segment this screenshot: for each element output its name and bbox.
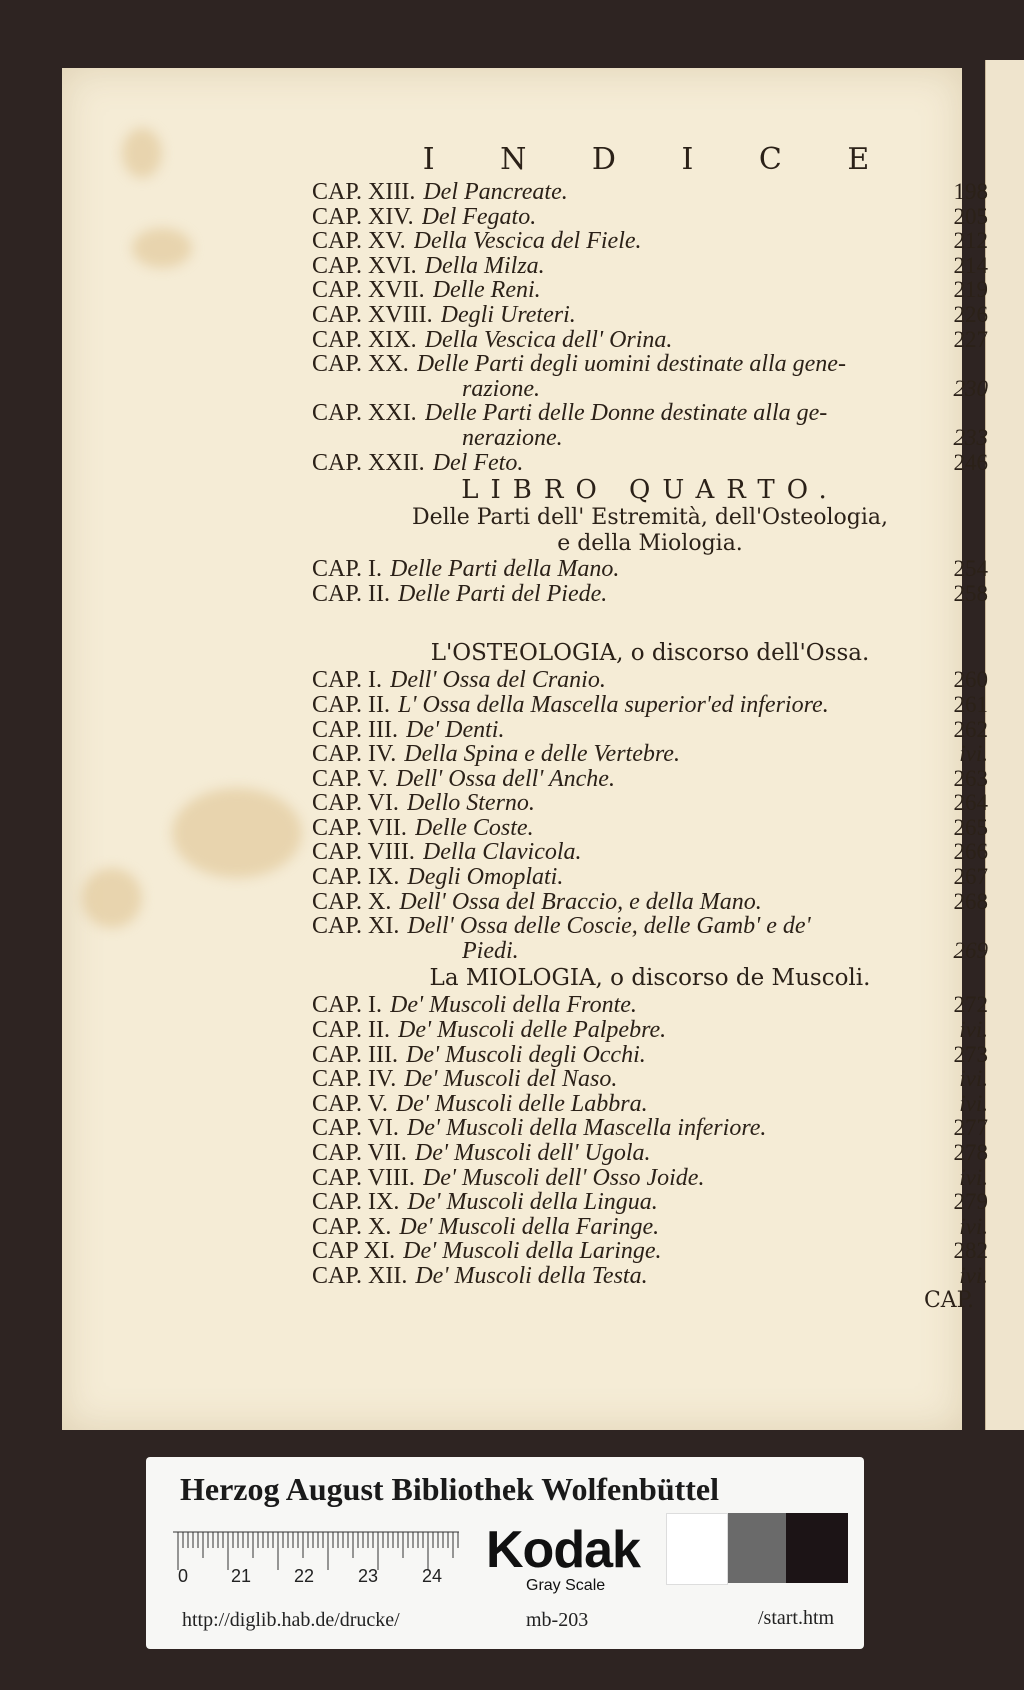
chapter-number: CAP. IV. xyxy=(312,1066,397,1093)
toc-entry xyxy=(312,1166,988,1191)
chapter-number: CAP. III. xyxy=(312,716,399,743)
library-color-card xyxy=(146,1457,864,1649)
page-number: ivi. xyxy=(959,1164,988,1190)
toc-entry xyxy=(312,1264,988,1289)
chapter-title: Delle Reni. xyxy=(432,278,541,303)
chapter-number: CAP. VII. xyxy=(312,1140,407,1166)
chapter-title: Delle Parti della Mano. xyxy=(390,557,620,582)
page-number: 214 xyxy=(953,252,988,278)
chapter-number: CAP. XV. xyxy=(312,228,406,255)
chapter-number: CAP. X. xyxy=(312,1213,392,1240)
chapter-title: De' Denti. xyxy=(406,717,505,743)
chapter-title: De' Muscoli della Faringe. xyxy=(399,1214,660,1240)
chapter-number: CAP. XVIII. xyxy=(312,301,433,328)
library-url: http://diglib.hab.de/drucke/ xyxy=(182,1609,400,1631)
toc-entry xyxy=(312,278,988,303)
toc-entry xyxy=(312,693,988,718)
toc-entry xyxy=(312,993,988,1018)
chapter-title: De' Muscoli delle Labbra. xyxy=(395,1091,648,1117)
chapter-title: Delle Parti del Piede. xyxy=(398,581,608,607)
chapter-title: Delle Coste. xyxy=(414,815,534,841)
toc-entry: CAP. XXI. Delle Parti delle Donne destinate alla ge- xyxy=(312,400,828,427)
chapter-number: CAP. II. xyxy=(312,580,391,607)
libro-subheading: e della Miologia. xyxy=(557,531,743,557)
chapter-number: CAP XI. xyxy=(312,1238,396,1265)
chapter-number: CAP. IX. xyxy=(312,864,400,891)
ruler-label: 0 xyxy=(178,1566,189,1586)
toc-entry xyxy=(312,1043,988,1068)
chapter-number: CAP. VIII. xyxy=(312,839,415,866)
toc-entry xyxy=(312,791,988,816)
chapter-number: CAP. II. xyxy=(312,691,391,718)
chapter-number: CAP. VII. xyxy=(312,814,407,841)
toc-entry xyxy=(312,1239,988,1264)
chapter-title: L' Ossa della Mascella superior'ed inferiore. xyxy=(398,692,829,718)
ruler-label: 21 xyxy=(231,1566,252,1586)
toc-entry xyxy=(312,254,988,279)
miologia-heading: La MIOLOGIA, o discorso de Muscoli. xyxy=(429,965,871,992)
chapter-title: Dell' Ossa del Braccio, e della Mano. xyxy=(399,889,762,915)
ruler-scale xyxy=(173,1530,459,1588)
page-number: 262 xyxy=(953,716,988,742)
entries-libro xyxy=(312,557,988,606)
page-number: 219 xyxy=(953,277,988,303)
toc-entry xyxy=(312,767,988,792)
page-number: 277 xyxy=(953,1115,988,1141)
toc-entry xyxy=(312,816,988,841)
chapter-title: De' Muscoli della Mascella inferiore. xyxy=(406,1116,767,1141)
chapter-number: CAP. I. xyxy=(312,667,383,694)
osteologia-heading: L'OSTEOLOGIA, o discorso dell'Ossa. xyxy=(430,640,870,667)
toc-entry xyxy=(312,1190,988,1215)
page-number: 198 xyxy=(953,179,988,204)
page-number: 266 xyxy=(953,839,988,865)
entries-miologia xyxy=(312,993,988,1288)
page-number: 282 xyxy=(953,1238,988,1264)
entries-part1 xyxy=(312,180,988,352)
page-number: 258 xyxy=(953,580,988,606)
toc-entry xyxy=(312,1018,988,1043)
page-number: ivi. xyxy=(959,1090,988,1116)
toc-entry-continuation: razione. 230 xyxy=(462,375,988,402)
shelf-code: mb-203 xyxy=(526,1609,589,1631)
start-path: /start.htm xyxy=(758,1607,835,1629)
chapter-title: Della Clavicola. xyxy=(422,840,582,866)
page-number: ivi. xyxy=(959,741,988,767)
page-number: 261 xyxy=(953,691,988,717)
chapter-number: CAP. VIII. xyxy=(312,1164,415,1191)
chapter-title: Della Vescica dell' Orina. xyxy=(424,327,673,353)
chapter-title: De' Muscoli della Laringe. xyxy=(403,1239,662,1264)
chapter-title: Dell' Ossa del Cranio. xyxy=(390,668,606,693)
toc-entry xyxy=(312,668,988,693)
page-title: I N D I C E xyxy=(422,142,898,177)
chapter-number: CAP. X. xyxy=(312,888,392,915)
toc-entry xyxy=(312,840,988,865)
page-number: ivi. xyxy=(959,1262,988,1288)
libro-subheading: Delle Parti dell' Estremità, dell'Osteologia, xyxy=(411,505,888,531)
chapter-number: CAP. VI. xyxy=(312,790,399,817)
catchword: CAP. xyxy=(923,1287,974,1313)
toc-entry xyxy=(312,303,988,328)
toc-entry xyxy=(312,1116,988,1141)
page-number: 278 xyxy=(953,1140,988,1165)
toc-entry xyxy=(312,1215,988,1240)
page-number: 273 xyxy=(953,1041,988,1067)
toc-entry xyxy=(312,205,988,230)
library-name: Herzog August Bibliothek Wolfenbüttel xyxy=(180,1471,720,1507)
chapter-title: Della Spina e delle Vertebre. xyxy=(404,742,680,767)
chapter-number: CAP. V. xyxy=(312,765,388,792)
page-number: 227 xyxy=(953,326,988,352)
chapter-title: De' Muscoli del Naso. xyxy=(404,1067,618,1092)
page-number: 205 xyxy=(953,203,988,229)
toc-entry xyxy=(312,1141,988,1166)
chapter-number: CAP. XII. xyxy=(312,1262,408,1289)
toc-entry xyxy=(312,328,988,353)
chapter-title: Del Pancreate. xyxy=(423,180,568,205)
page-number: 272 xyxy=(953,992,988,1018)
chapter-number: CAP. I. xyxy=(312,992,383,1019)
toc-entry: CAP. XI. Dell' Ossa delle Coscie, delle Gamb' e de' xyxy=(312,913,811,940)
toc-entry xyxy=(312,180,988,205)
chapter-title: Della Vescica del Fiele. xyxy=(413,229,642,254)
page-number: ivi. xyxy=(959,1213,988,1239)
toc-entry: CAP. XXII. Del Feto. 246 xyxy=(312,449,988,476)
chapter-number: CAP. III. xyxy=(312,1041,399,1068)
page-number: 212 xyxy=(953,228,988,254)
page-number: 279 xyxy=(953,1189,988,1215)
gray-patch-mid xyxy=(728,1513,786,1583)
chapter-title: De' Muscoli dell' Ugola. xyxy=(414,1141,651,1166)
toc-entry-continuation: Piedi. 269 xyxy=(462,937,988,964)
toc-entry xyxy=(312,557,988,582)
page-number: 267 xyxy=(953,864,988,890)
toc-entry: CAP. XX. Delle Parti degli uomini destinate alla gene- xyxy=(312,351,846,378)
toc-entry xyxy=(312,1092,988,1117)
page-number: ivi. xyxy=(959,1066,988,1092)
chapter-title: Del Fegato. xyxy=(421,204,537,230)
chapter-title: De' Muscoli della Lingua. xyxy=(407,1190,658,1215)
gray-scale-label: Gray Scale xyxy=(526,1577,606,1594)
chapter-title: De' Muscoli delle Palpebre. xyxy=(398,1018,667,1043)
chapter-number: CAP. VI. xyxy=(312,1115,399,1142)
toc-entry xyxy=(312,718,988,743)
adjacent-page-edge xyxy=(985,60,1024,1430)
chapter-number: CAP. XIX. xyxy=(312,326,417,353)
chapter-number: CAP. XIII. xyxy=(312,179,416,205)
page-number: ivi. xyxy=(959,1017,988,1043)
chapter-title: Dell' Ossa dell' Anche. xyxy=(395,766,615,792)
chapter-title: De' Muscoli dell' Osso Joide. xyxy=(422,1165,705,1191)
page-number: 268 xyxy=(953,888,988,914)
entries-osteologia xyxy=(312,668,988,914)
toc-entry xyxy=(312,1067,988,1092)
chapter-title: De' Muscoli della Fronte. xyxy=(390,993,637,1019)
chapter-title: De' Muscoli degli Occhi. xyxy=(406,1042,646,1068)
toc-entry xyxy=(312,890,988,915)
page-number: 226 xyxy=(953,301,988,327)
chapter-title: Degli Omoplati. xyxy=(407,865,564,890)
ruler-label: 22 xyxy=(294,1566,315,1586)
toc-entry xyxy=(312,229,988,254)
chapter-number: CAP. V. xyxy=(312,1090,388,1117)
chapter-title: Della Milza. xyxy=(424,253,545,279)
page-number: 254 xyxy=(953,556,988,582)
gray-patch-light xyxy=(666,1513,728,1585)
ruler-label: 24 xyxy=(422,1566,443,1586)
chapter-number: CAP. XIV. xyxy=(312,203,414,230)
toc-entry xyxy=(312,742,988,767)
page-number: 264 xyxy=(953,790,988,816)
chapter-title: Degli Ureteri. xyxy=(440,302,576,328)
page-number: 265 xyxy=(953,814,988,840)
kodak-logo: Kodak xyxy=(486,1521,640,1579)
page-number: 260 xyxy=(953,667,988,693)
chapter-number: CAP. IV. xyxy=(312,741,397,768)
chapter-title: De' Muscoli della Testa. xyxy=(415,1263,648,1289)
toc-entry xyxy=(312,582,988,607)
page-number: 263 xyxy=(953,765,988,791)
ruler-label: 23 xyxy=(358,1566,379,1586)
chapter-number: CAP. XVI. xyxy=(312,252,417,279)
index-content xyxy=(312,140,988,1313)
gray-patch-dark xyxy=(786,1513,848,1583)
chapter-number: CAP. XVII. xyxy=(312,277,425,304)
book-page xyxy=(62,68,988,1430)
libro-heading: LIBRO QUARTO. xyxy=(461,475,839,506)
chapter-number: CAP. I. xyxy=(312,556,383,583)
chapter-title: Dello Sterno. xyxy=(406,791,535,816)
chapter-number: CAP. II. xyxy=(312,1017,391,1044)
chapter-number: CAP. IX. xyxy=(312,1189,400,1216)
toc-entry-continuation: nerazione. 233 xyxy=(462,424,988,451)
toc-entry xyxy=(312,865,988,890)
